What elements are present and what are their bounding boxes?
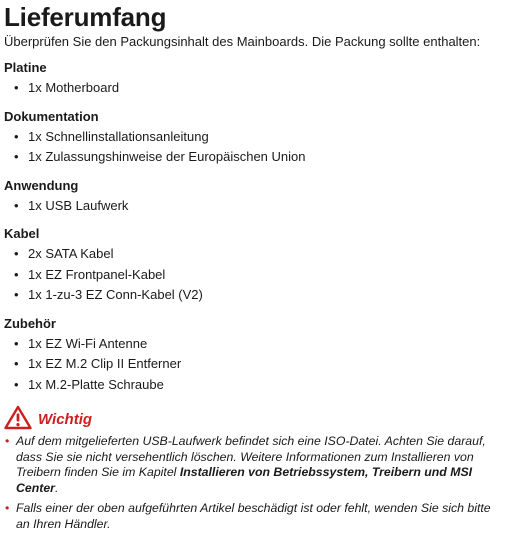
notice-title: Wichtig xyxy=(38,411,93,428)
important-notice xyxy=(4,404,502,537)
section-heading: Zubehör xyxy=(4,315,56,331)
item-list xyxy=(4,334,502,396)
page-title: Lieferumfang xyxy=(4,2,167,32)
notice-list xyxy=(4,434,502,532)
list-item: • 1x EZ Frontpanel-Kabel xyxy=(4,265,502,286)
list-item: • 1x USB Laufwerk xyxy=(4,196,502,217)
list-item: • 1x Schnellinstallationsanleitung xyxy=(4,127,502,148)
section-heading: Platine xyxy=(4,60,47,75)
list-item: • 1x M.2-Platte Schraube xyxy=(4,375,502,396)
section-zubehoer xyxy=(4,316,502,396)
list-item: • 1x Motherboard xyxy=(4,78,502,99)
notice-text: Auf dem mitgelieferten USB-Laufwerk befindet sich eine ISO-Datei. Achten Sie darauf, dass Sie sie nicht versehentlich löschen. Weitere Informationen zum Installieren von Treibern finden Sie im Kapitel xyxy=(16,434,486,479)
warning-triangle-icon xyxy=(4,405,32,430)
item-list xyxy=(4,127,502,168)
list-item: • 2x SATA Kabel xyxy=(4,244,502,265)
list-item: • 1x Zulassungshinweise der Europäischen Union xyxy=(4,147,502,168)
section-platine xyxy=(4,60,502,99)
section-heading: Kabel xyxy=(4,226,40,241)
item-list xyxy=(4,196,502,217)
list-item: • 1x EZ M.2 Clip II Entferner xyxy=(4,354,502,375)
notice-item xyxy=(4,434,502,496)
list-item: • 1x EZ Wi-Fi Antenne xyxy=(4,334,502,355)
notice-text-end: . xyxy=(54,480,59,495)
section-heading: Dokumentation xyxy=(4,108,99,124)
document-page xyxy=(4,0,502,395)
list-item: • 1x 1-zu-3 EZ Conn-Kabel (V2) xyxy=(4,285,502,306)
section-heading: Anwendung xyxy=(4,177,79,193)
notice-item: • Falls einer der oben aufgeführten Artikel beschädigt ist oder fehlt, wenden Sie sich bitte an Ihren Händler. xyxy=(4,501,502,532)
chapter-reference: Installieren von Betriebssystem, Treibern und MSI Center xyxy=(16,465,473,495)
item-list xyxy=(4,78,502,99)
section-kabel xyxy=(4,226,502,306)
section-anwendung xyxy=(4,178,502,217)
notice-header xyxy=(4,404,502,430)
item-list xyxy=(4,244,502,306)
intro-text: Überprüfen Sie den Packungsinhalt des Mainboards. Die Packung sollte enthalten: xyxy=(4,34,481,49)
section-dokumentation xyxy=(4,109,502,168)
